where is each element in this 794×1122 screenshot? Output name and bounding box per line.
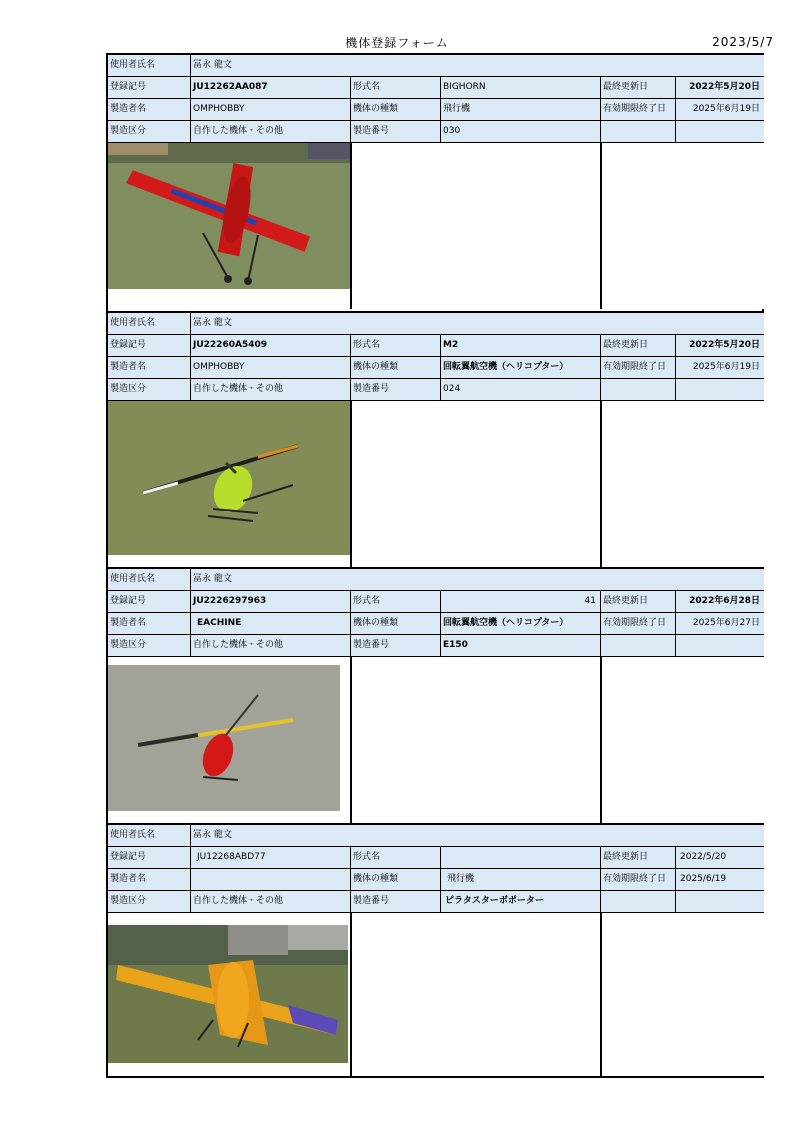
page-title: 機体登録フォーム xyxy=(345,36,449,50)
registration-no-value: JU2226297963 xyxy=(190,591,350,612)
photo-cell xyxy=(600,401,764,567)
aircraft-type-label: 機体の種類 xyxy=(350,869,440,890)
model-name-value: 41 xyxy=(440,591,600,612)
serial-no-label: 製造番号 xyxy=(350,891,440,912)
photo-cell xyxy=(600,657,764,823)
photo-cell xyxy=(108,143,350,309)
empty-cell xyxy=(675,635,764,656)
empty-cell xyxy=(675,891,764,912)
red-airplane-photo xyxy=(108,143,350,289)
aircraft-type-value: 飛行機 xyxy=(440,869,600,890)
registration-no-value: JU12262AA087 xyxy=(190,77,350,98)
manufacturer-label: 製造者名 xyxy=(108,99,190,120)
model-name-value: BIGHORN xyxy=(440,77,600,98)
manufacturer-value: OMPHOBBY xyxy=(190,99,350,120)
empty-cell xyxy=(675,379,764,400)
photo-cell xyxy=(600,913,764,1076)
manufacturer-value: EACHINE xyxy=(190,613,350,634)
user-name-label: 使用者氏名 xyxy=(108,825,190,846)
model-name-value: M2 xyxy=(440,335,600,356)
manufacturer-value xyxy=(190,869,350,890)
user-name-label: 使用者氏名 xyxy=(108,313,190,334)
empty-cell xyxy=(600,635,675,656)
photo-cell xyxy=(350,913,600,1076)
model-name-label: 形式名 xyxy=(350,847,440,868)
model-name-label: 形式名 xyxy=(350,591,440,612)
last-update-label: 最終更新日 xyxy=(600,847,675,868)
serial-no-value: 030 xyxy=(440,121,600,142)
last-update-value: 2022/5/20 xyxy=(675,847,764,868)
empty-cell xyxy=(675,121,764,142)
aircraft-type-value: 飛行機 xyxy=(440,99,600,120)
registration-no-label: 登録記号 xyxy=(108,591,190,612)
aircraft-type-label: 機体の種類 xyxy=(350,99,440,120)
category-value: 自作した機体・その他 xyxy=(190,635,350,656)
expiry-value: 2025年6月27日 xyxy=(675,613,764,634)
registration-no-value: JU22260A5409 xyxy=(190,335,350,356)
photo-cell xyxy=(108,657,350,823)
manufacturer-label: 製造者名 xyxy=(108,357,190,378)
model-name-label: 形式名 xyxy=(350,335,440,356)
manufacturer-label: 製造者名 xyxy=(108,869,190,890)
green-helicopter-photo xyxy=(108,401,350,555)
photo-cell xyxy=(350,143,600,309)
registration-no-label: 登録記号 xyxy=(108,335,190,356)
aircraft-type-value: 回転翼航空機（ヘリコプター） xyxy=(440,613,600,634)
serial-no-value: E150 xyxy=(440,635,600,656)
user-name-value: 冨永 龍文 xyxy=(190,825,764,846)
model-name-value xyxy=(440,847,600,868)
category-label: 製造区分 xyxy=(108,121,190,142)
photo-cell xyxy=(108,913,350,1076)
user-name-label: 使用者氏名 xyxy=(108,55,190,76)
photo-cell xyxy=(600,143,764,309)
empty-cell xyxy=(600,891,675,912)
manufacturer-value: OMPHOBBY xyxy=(190,357,350,378)
serial-no-label: 製造番号 xyxy=(350,635,440,656)
category-value: 自作した機体・その他 xyxy=(190,891,350,912)
expiry-label: 有効期限終了日 xyxy=(600,357,675,378)
category-label: 製造区分 xyxy=(108,379,190,400)
registration-no-value: JU12268ABD77 xyxy=(190,847,350,868)
photo-cell xyxy=(350,401,600,567)
user-name-value: 冨永 龍文 xyxy=(190,569,764,590)
serial-no-label: 製造番号 xyxy=(350,379,440,400)
aircraft-type-value: 回転翼航空機（ヘリコプター） xyxy=(440,357,600,378)
empty-cell xyxy=(600,121,675,142)
serial-no-label: 製造番号 xyxy=(350,121,440,142)
orange-airplane-photo xyxy=(108,925,348,1063)
red-helicopter-photo xyxy=(108,665,340,811)
serial-no-value: ピラタスターボポーター xyxy=(440,891,600,912)
user-name-value: 冨永 龍文 xyxy=(190,55,764,76)
expiry-value: 2025/6/19 xyxy=(675,869,764,890)
photo-cell xyxy=(350,657,600,823)
expiry-label: 有効期限終了日 xyxy=(600,869,675,890)
expiry-label: 有効期限終了日 xyxy=(600,613,675,634)
registration-no-label: 登録記号 xyxy=(108,847,190,868)
aircraft-type-label: 機体の種類 xyxy=(350,613,440,634)
aircraft-record xyxy=(108,313,762,569)
category-label: 製造区分 xyxy=(108,635,190,656)
last-update-label: 最終更新日 xyxy=(600,591,675,612)
user-name-value: 冨永 龍文 xyxy=(190,313,764,334)
aircraft-type-label: 機体の種類 xyxy=(350,357,440,378)
empty-cell xyxy=(600,379,675,400)
category-value: 自作した機体・その他 xyxy=(190,379,350,400)
expiry-label: 有効期限終了日 xyxy=(600,99,675,120)
serial-no-value: 024 xyxy=(440,379,600,400)
last-update-label: 最終更新日 xyxy=(600,335,675,356)
expiry-value: 2025年6月19日 xyxy=(675,99,764,120)
user-name-label: 使用者氏名 xyxy=(108,569,190,590)
expiry-value: 2025年6月19日 xyxy=(675,357,764,378)
page-date: 2023/5/7 xyxy=(712,35,774,49)
aircraft-record xyxy=(108,569,762,825)
photo-cell xyxy=(108,401,350,567)
category-label: 製造区分 xyxy=(108,891,190,912)
manufacturer-label: 製造者名 xyxy=(108,613,190,634)
last-update-value: 2022年5月20日 xyxy=(675,335,764,356)
registration-no-label: 登録記号 xyxy=(108,77,190,98)
registration-form xyxy=(106,53,764,1078)
model-name-label: 形式名 xyxy=(350,77,440,98)
category-value: 自作した機体・その他 xyxy=(190,121,350,142)
last-update-value: 2022年5月20日 xyxy=(675,77,764,98)
last-update-label: 最終更新日 xyxy=(600,77,675,98)
aircraft-record xyxy=(108,825,762,1081)
aircraft-record xyxy=(108,55,762,311)
last-update-value: 2022年6月28日 xyxy=(675,591,764,612)
